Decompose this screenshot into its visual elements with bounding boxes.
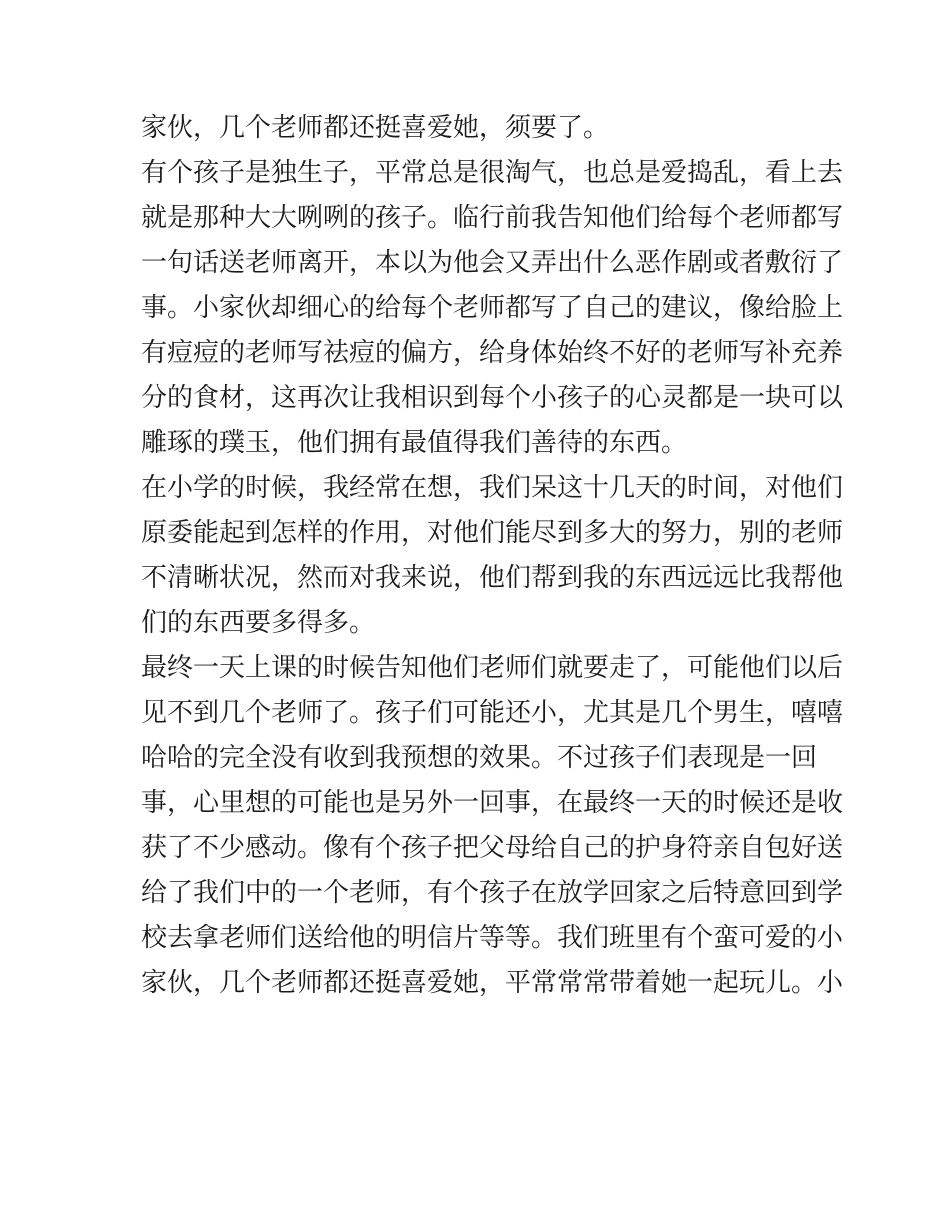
text-line: 一句话送老师离开，本以为他会又弄出什么恶作剧或者敷衍了	[141, 248, 844, 278]
text-line: 校去拿老师们送给他的明信片等等。我们班里有个蛮可爱的小	[141, 923, 844, 953]
text-line: 不清晰状况，然而对我来说，他们帮到我的东西远远比我帮他	[141, 563, 844, 593]
text-line: 事，心里想的可能也是另外一回事，在最终一天的时候还是收	[141, 788, 844, 818]
text-line: 家伙，几个老师都还挺喜爱她，须要了。	[141, 113, 610, 143]
text-line: 有痘痘的老师写祛痘的偏方，给身体始终不好的老师写补充养	[141, 338, 844, 368]
text-line: 事。小家伙却细心的给每个老师都写了自己的建议，像给脸上	[141, 293, 844, 323]
text-line: 分的食材，这再次让我相识到每个小孩子的心灵都是一块可以	[141, 383, 844, 413]
text-line: 获了不少感动。像有个孩子把父母给自己的护身符亲自包好送	[141, 833, 844, 863]
text-line: 有个孩子是独生子，平常总是很淘气，也总是爱捣乱，看上去	[141, 158, 844, 188]
text-line: 们的东西要多得多。	[141, 608, 376, 638]
body-text	[141, 106, 844, 1006]
text-line: 见不到几个老师了。孩子们可能还小，尤其是几个男生，嘻嘻	[141, 698, 844, 728]
text-line: 就是那种大大咧咧的孩子。临行前我告知他们给每个老师都写	[141, 203, 844, 233]
text-line: 在小学的时候，我经常在想，我们呆这十几天的时间，对他们	[141, 473, 844, 503]
text-line: 原委能起到怎样的作用，对他们能尽到多大的努力，别的老师	[141, 518, 844, 548]
text-line: 家伙，几个老师都还挺喜爱她，平常常常带着她一起玩儿。小	[141, 968, 844, 998]
text-line: 最终一天上课的时候告知他们老师们就要走了，可能他们以后	[141, 653, 844, 683]
text-line: 给了我们中的一个老师，有个孩子在放学回家之后特意回到学	[141, 878, 844, 908]
text-line: 哈哈的完全没有收到我预想的效果。不过孩子们表现是一回	[141, 743, 818, 773]
text-line: 雕琢的璞玉，他们拥有最值得我们善待的东西。	[141, 428, 688, 458]
